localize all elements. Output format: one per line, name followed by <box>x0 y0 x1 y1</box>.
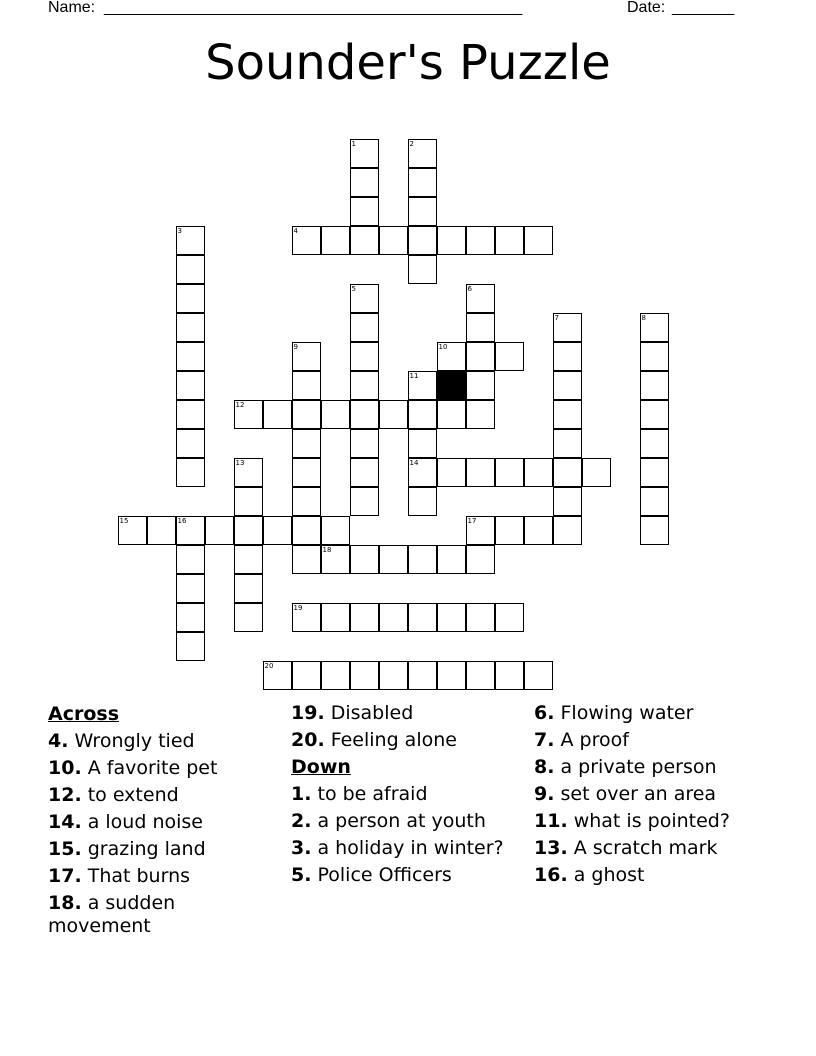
grid-cell[interactable] <box>466 516 495 545</box>
grid-cell[interactable] <box>350 661 379 690</box>
clue-number: 16. <box>534 864 568 886</box>
clue-number: 14. <box>48 811 82 833</box>
clue-number: 7. <box>534 729 555 751</box>
grid-cell[interactable] <box>466 603 495 632</box>
clue-number: 7 <box>554 314 559 322</box>
grid-cell[interactable] <box>408 197 437 226</box>
clue-number: 14 <box>409 459 419 467</box>
clue-number: 16 <box>177 517 187 525</box>
clue-number: 9. <box>534 783 555 805</box>
grid-cell[interactable] <box>408 429 437 458</box>
clue-number: 1. <box>291 783 312 805</box>
clue-text: what is pointed? <box>567 810 730 832</box>
clue-number: 2. <box>291 810 312 832</box>
clue-text: That burns <box>81 865 191 887</box>
clue-number: 6. <box>534 702 555 724</box>
grid-cell[interactable] <box>495 226 524 255</box>
grid-cell[interactable] <box>176 400 205 429</box>
clue-number: 15 <box>119 517 129 525</box>
clue-text: a person at youth <box>311 810 486 832</box>
clue-item <box>534 702 774 725</box>
grid-cell[interactable] <box>553 487 582 516</box>
grid-cell[interactable] <box>205 516 234 545</box>
clue-number: 15. <box>48 838 82 860</box>
grid-cell[interactable] <box>408 400 437 429</box>
clue-item <box>48 865 278 888</box>
clue-item <box>534 783 774 806</box>
clue-text: A favorite pet <box>81 757 218 779</box>
grid-cell[interactable] <box>408 371 437 400</box>
clue-text: a private person <box>554 756 717 778</box>
grid-cell[interactable] <box>408 458 437 487</box>
clue-item <box>534 756 774 779</box>
clue-item <box>534 810 774 833</box>
grid-cell[interactable] <box>495 516 524 545</box>
across-clue-list <box>48 730 278 938</box>
grid-cell[interactable] <box>176 255 205 284</box>
clue-number: 4 <box>293 227 298 235</box>
grid-cell[interactable] <box>524 661 553 690</box>
date-label: Date: <box>627 0 666 16</box>
date-field-line[interactable]: _______ <box>672 0 735 16</box>
grid-cell[interactable] <box>408 168 437 197</box>
down-clue-list <box>291 783 521 887</box>
grid-cell[interactable] <box>176 545 205 574</box>
grid-cell[interactable] <box>292 226 321 255</box>
clue-number: 18. <box>48 892 82 914</box>
grid-cell[interactable] <box>640 342 669 371</box>
grid-cell[interactable] <box>408 661 437 690</box>
grid-cell[interactable] <box>350 197 379 226</box>
grid-cell[interactable] <box>379 603 408 632</box>
grid-cell[interactable] <box>379 226 408 255</box>
grid-cell[interactable] <box>640 400 669 429</box>
clue-text: grazing land <box>81 838 206 860</box>
clue-number: 9 <box>293 343 298 351</box>
grid-cell[interactable] <box>640 487 669 516</box>
down-heading: Down <box>291 756 351 778</box>
clue-number: 3 <box>177 227 182 235</box>
grid-cell[interactable] <box>321 516 350 545</box>
grid-cell[interactable] <box>292 458 321 487</box>
grid-cell[interactable] <box>640 313 669 342</box>
grid-cell[interactable] <box>640 458 669 487</box>
grid-cell[interactable] <box>176 313 205 342</box>
grid-cell[interactable] <box>437 545 466 574</box>
grid-cell[interactable] <box>234 458 263 487</box>
clue-item <box>48 784 278 807</box>
clue-item <box>291 810 521 833</box>
grid-cell[interactable] <box>437 342 466 371</box>
grid-cell[interactable] <box>292 603 321 632</box>
clue-number: 20. <box>291 729 325 751</box>
clue-text: Wrongly tied <box>68 730 195 752</box>
clue-text: a sudden movement <box>48 892 176 937</box>
clue-number: 8. <box>534 756 555 778</box>
clue-number: 13. <box>534 837 568 859</box>
grid-cell[interactable] <box>350 313 379 342</box>
grid-cell[interactable] <box>466 545 495 574</box>
grid-cell[interactable] <box>466 342 495 371</box>
clues-column-1 <box>48 702 278 942</box>
clue-text: to be afraid <box>311 783 428 805</box>
clue-item <box>534 729 774 752</box>
grid-cell[interactable] <box>466 226 495 255</box>
clue-number: 12. <box>48 784 82 806</box>
grid-cell[interactable] <box>234 545 263 574</box>
grid-cell[interactable] <box>495 661 524 690</box>
grid-cell[interactable] <box>321 603 350 632</box>
grid-cell[interactable] <box>263 516 292 545</box>
grid-cell[interactable] <box>234 603 263 632</box>
clue-item <box>534 864 774 887</box>
grid-cell[interactable] <box>292 661 321 690</box>
across-heading: Across <box>48 703 120 725</box>
grid-cell-blocked <box>437 371 466 400</box>
grid-cell[interactable] <box>640 371 669 400</box>
grid-cell[interactable] <box>408 255 437 284</box>
grid-cell[interactable] <box>292 429 321 458</box>
clue-number: 3. <box>291 837 312 859</box>
puzzle-title: Sounder's Puzzle <box>205 35 611 91</box>
grid-cell[interactable] <box>495 603 524 632</box>
grid-cell[interactable] <box>321 661 350 690</box>
grid-cell[interactable] <box>437 661 466 690</box>
grid-cell[interactable] <box>437 458 466 487</box>
grid-cell[interactable] <box>263 661 292 690</box>
clue-item <box>48 838 278 861</box>
grid-cell[interactable] <box>321 545 350 574</box>
grid-cell[interactable] <box>524 458 553 487</box>
grid-cell[interactable] <box>553 458 582 487</box>
clue-text: A proof <box>554 729 629 751</box>
grid-cell[interactable] <box>292 545 321 574</box>
grid-cell[interactable] <box>321 400 350 429</box>
grid-cell[interactable] <box>350 139 379 168</box>
clue-number: 17 <box>467 517 477 525</box>
clue-item <box>48 892 278 938</box>
clue-text: to extend <box>81 784 179 806</box>
clue-number: 18 <box>322 546 332 554</box>
grid-cell[interactable] <box>408 603 437 632</box>
grid-cell[interactable] <box>292 400 321 429</box>
grid-cell[interactable] <box>292 487 321 516</box>
clue-number: 10. <box>48 757 82 779</box>
down-clue-list-continued <box>534 702 774 887</box>
clue-item <box>291 864 521 887</box>
grid-cell[interactable] <box>408 487 437 516</box>
grid-cell[interactable] <box>640 516 669 545</box>
clue-number: 17. <box>48 865 82 887</box>
grid-cell[interactable] <box>582 458 611 487</box>
clue-number: 5 <box>351 285 356 293</box>
grid-cell[interactable] <box>553 342 582 371</box>
grid-cell[interactable] <box>176 429 205 458</box>
clue-text: Disabled <box>324 702 414 724</box>
name-label: Name: <box>48 0 96 16</box>
clue-text: a loud noise <box>81 811 203 833</box>
clue-item <box>48 730 278 753</box>
grid-cell[interactable] <box>350 545 379 574</box>
grid-cell[interactable] <box>553 313 582 342</box>
grid-cell[interactable] <box>176 516 205 545</box>
grid-cell[interactable] <box>553 429 582 458</box>
clue-text: Police Officers <box>311 864 452 886</box>
grid-cell[interactable] <box>234 400 263 429</box>
grid-cell[interactable] <box>292 371 321 400</box>
grid-cell[interactable] <box>466 458 495 487</box>
clue-item <box>291 837 521 860</box>
grid-cell[interactable] <box>553 400 582 429</box>
across-clue-list-continued <box>291 702 521 752</box>
grid-cell[interactable] <box>466 284 495 313</box>
grid-cell[interactable] <box>350 400 379 429</box>
grid-cell[interactable] <box>263 400 292 429</box>
grid-cell[interactable] <box>234 516 263 545</box>
clue-text: Feeling alone <box>324 729 457 751</box>
clue-text: a ghost <box>567 864 645 886</box>
clue-number: 19 <box>293 604 303 612</box>
grid-cell[interactable] <box>176 458 205 487</box>
name-field-line[interactable]: _______________________________________________ <box>104 0 523 16</box>
grid-cell[interactable] <box>379 400 408 429</box>
grid-cell[interactable] <box>350 458 379 487</box>
clue-number: 20 <box>264 662 274 670</box>
clue-number: 12 <box>235 401 245 409</box>
grid-cell[interactable] <box>350 487 379 516</box>
grid-cell[interactable] <box>350 168 379 197</box>
grid-cell[interactable] <box>495 342 524 371</box>
grid-cell[interactable] <box>640 429 669 458</box>
grid-cell[interactable] <box>350 371 379 400</box>
grid-cell[interactable] <box>350 342 379 371</box>
grid-cell[interactable] <box>495 458 524 487</box>
clue-text: set over an area <box>554 783 717 805</box>
grid-cell[interactable] <box>176 603 205 632</box>
grid-cell[interactable] <box>321 226 350 255</box>
grid-cell[interactable] <box>437 603 466 632</box>
clue-number: 11. <box>534 810 568 832</box>
clue-item <box>48 757 278 780</box>
clue-number: 8 <box>641 314 646 322</box>
grid-cell[interactable] <box>176 574 205 603</box>
grid-cell[interactable] <box>147 516 176 545</box>
grid-cell[interactable] <box>379 545 408 574</box>
clues-column-3 <box>534 702 774 891</box>
grid-cell[interactable] <box>350 603 379 632</box>
grid-cell[interactable] <box>292 342 321 371</box>
grid-cell[interactable] <box>437 226 466 255</box>
grid-cell[interactable] <box>176 371 205 400</box>
clue-text: Flowing water <box>554 702 694 724</box>
clue-number: 19. <box>291 702 325 724</box>
grid-cell[interactable] <box>176 342 205 371</box>
grid-cell[interactable] <box>524 516 553 545</box>
clue-number: 11 <box>409 372 419 380</box>
clue-item <box>534 837 774 860</box>
grid-cell[interactable] <box>408 226 437 255</box>
grid-cell[interactable] <box>234 574 263 603</box>
grid-cell[interactable] <box>408 139 437 168</box>
grid-cell[interactable] <box>234 487 263 516</box>
grid-cell[interactable] <box>176 226 205 255</box>
grid-cell[interactable] <box>350 429 379 458</box>
grid-cell[interactable] <box>176 284 205 313</box>
grid-cell[interactable] <box>350 226 379 255</box>
clue-item <box>291 783 521 806</box>
clue-number: 4. <box>48 730 69 752</box>
grid-cell[interactable] <box>466 400 495 429</box>
clue-number: 5. <box>291 864 312 886</box>
grid-cell[interactable] <box>466 661 495 690</box>
clue-number: 13 <box>235 459 245 467</box>
clue-item <box>48 811 278 834</box>
clue-number: 10 <box>438 343 448 351</box>
grid-cell[interactable] <box>379 661 408 690</box>
clue-text: A scratch mark <box>567 837 718 859</box>
clue-item <box>291 729 521 752</box>
grid-cell[interactable] <box>118 516 147 545</box>
grid-cell[interactable] <box>350 284 379 313</box>
grid-cell[interactable] <box>408 545 437 574</box>
grid-cell[interactable] <box>292 516 321 545</box>
clue-number: 6 <box>467 285 472 293</box>
clue-number: 1 <box>351 140 356 148</box>
grid-cell[interactable] <box>553 371 582 400</box>
grid-cell[interactable] <box>524 226 553 255</box>
grid-cell[interactable] <box>437 400 466 429</box>
clue-item <box>291 702 521 725</box>
grid-cell[interactable] <box>466 371 495 400</box>
clue-number: 2 <box>409 140 414 148</box>
clue-text: a holiday in winter? <box>311 837 504 859</box>
clues-column-2 <box>291 702 521 891</box>
grid-cell[interactable] <box>176 632 205 661</box>
grid-cell[interactable] <box>553 516 582 545</box>
grid-cell[interactable] <box>466 313 495 342</box>
